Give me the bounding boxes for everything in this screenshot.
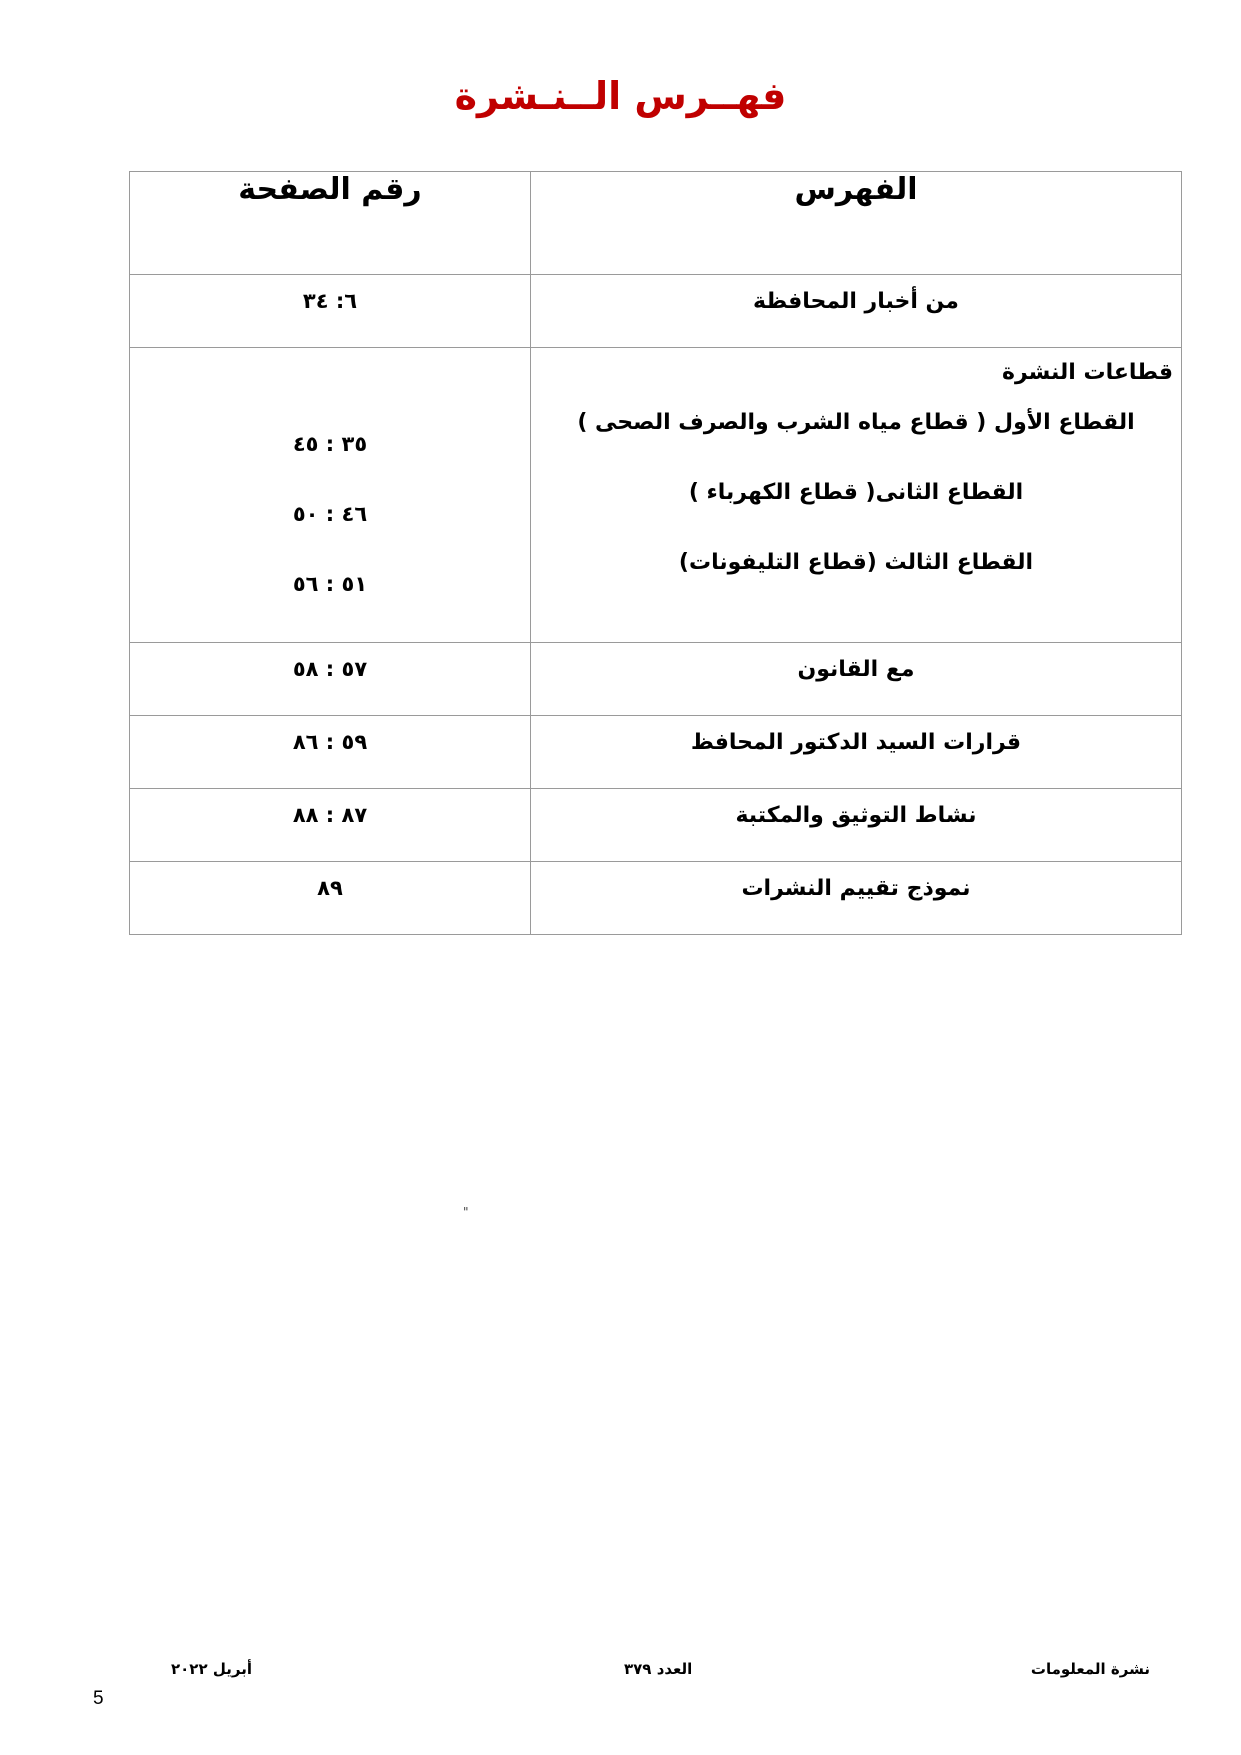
row-page: ٨٧ : ٨٨ <box>130 789 531 862</box>
row-topic: قرارات السيد الدكتور المحافظ <box>531 716 1182 789</box>
sector-page: ٥١ : ٥٦ <box>292 572 368 596</box>
row-page: ٥٩ : ٨٦ <box>130 716 531 789</box>
sector-page: ٣٥ : ٤٥ <box>292 432 368 456</box>
header-topic: الفهرس <box>531 172 1182 275</box>
table-row <box>130 275 1182 348</box>
sector-item: القطاع الأول ( قطاع مياه الشرب والصرف الصحى ) <box>577 410 1135 435</box>
row-topic: مع القانون <box>531 643 1182 716</box>
header-page: رقم الصفحة <box>130 172 531 275</box>
table-header-row <box>130 172 1182 275</box>
sector-page: ٤٦ : ٥٠ <box>292 502 368 526</box>
sectors-page-cell <box>130 348 531 643</box>
footer-publication: نشرة المعلومات <box>1030 1660 1150 1678</box>
table-row <box>130 789 1182 862</box>
sector-item: القطاع الثالث (قطاع التليفونات) <box>678 550 1034 575</box>
table-row-sectors <box>130 348 1182 643</box>
table-row <box>130 862 1182 935</box>
index-table <box>129 171 1182 935</box>
table-row <box>130 716 1182 789</box>
footer-issue: العدد ٣٧٩ <box>624 1660 693 1678</box>
page-number: 5 <box>93 1688 104 1709</box>
row-topic: نموذج تقييم النشرات <box>531 862 1182 935</box>
page-title: فهــرس الــنـشرة <box>454 74 787 118</box>
row-topic: نشاط التوثيق والمكتبة <box>531 789 1182 862</box>
stray-mark: " <box>463 1205 469 1219</box>
sectors-topic-cell <box>531 348 1182 643</box>
row-page: ٨٩ <box>130 862 531 935</box>
footer-date: أبريل ٢٠٢٢ <box>171 1660 252 1678</box>
sector-item: القطاع الثانى( قطاع الكهرباء ) <box>688 480 1024 505</box>
row-page: ٦: ٣٤ <box>130 275 531 348</box>
sectors-heading: قطاعات النشرة <box>1002 360 1173 385</box>
row-topic: من أخبار المحافظة <box>531 275 1182 348</box>
row-page: ٥٧ : ٥٨ <box>130 643 531 716</box>
table-row <box>130 643 1182 716</box>
